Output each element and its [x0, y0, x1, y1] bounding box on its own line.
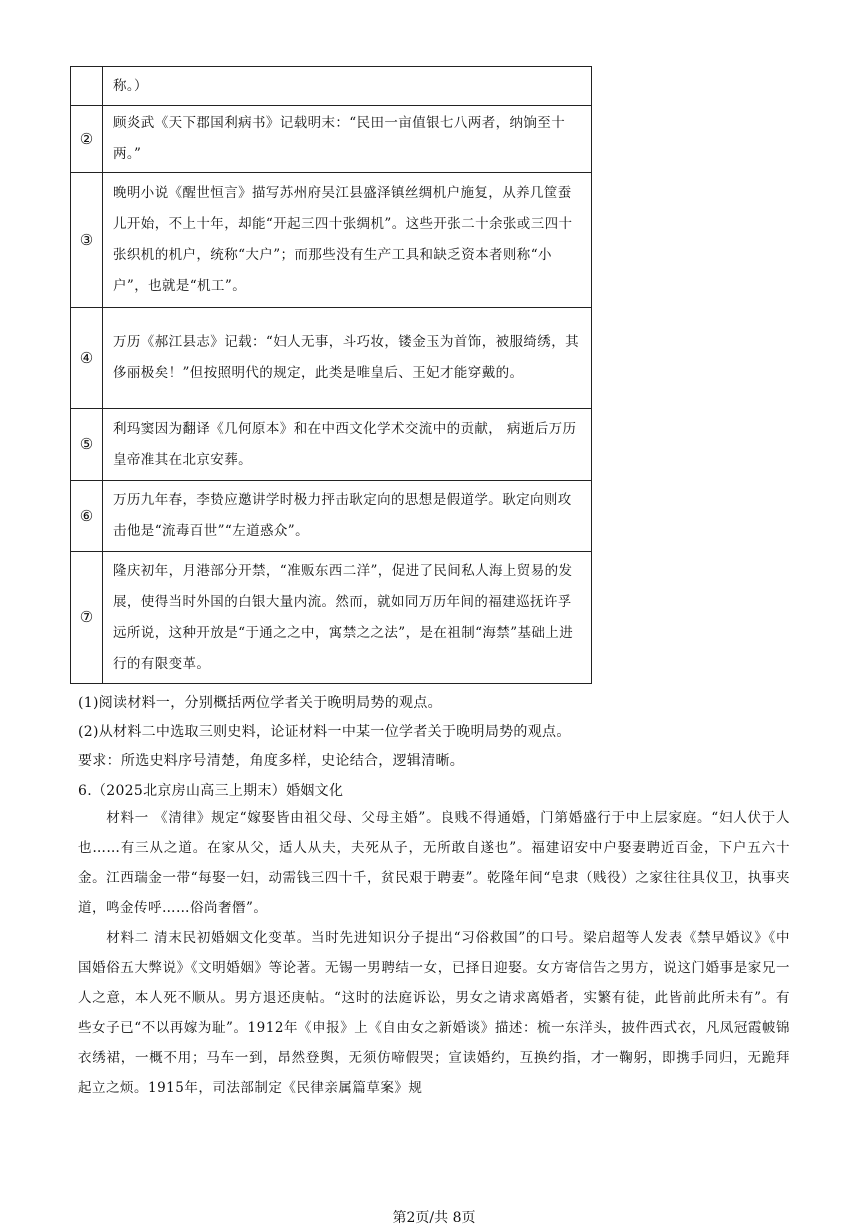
table-row [71, 308, 592, 409]
table-row [71, 106, 592, 173]
question-2: (2)从材料二中选取三则史料，论证材料一中某一位学者关于晚明局势的观点。 [78, 724, 571, 740]
materials-table [70, 66, 592, 684]
material-1-text: 材料一 《清律》规定“嫁娶皆由祖父母、父母主婚”。良贱不得通婚，门第婚盛行于中上层家庭。“妇人伏于人也……有三从之道。在家从父，适人从夫，夫死从子，无所敢自遂也”。福建诏安中户娶妻聘近百金，下户五六十金。江西瑞金一带“每娶一妇，动需钱三四十千，贫民艰于聘妻”。乾隆年间“皂隶（贱役）之家往往具仪卫，执事夹道，鸣金传呼……俗尚奢僭”。 [78, 810, 790, 916]
table-row [71, 481, 592, 552]
row-number: ⑦ [71, 552, 103, 684]
table-row [71, 552, 592, 684]
material-1-paragraph [78, 803, 790, 923]
row-text: 顾炎武《天下郡国利病书》记载明末：“民田一亩值银七八两者，纳饷至十两。” [103, 106, 592, 173]
row-number: ③ [71, 173, 103, 308]
table-row [71, 67, 592, 106]
row-text: 隆庆初年，月港部分开禁，“准贩东西二洋”，促进了民间私人海上贸易的发展，使得当时外国的白银大量内流。然而，就如同万历年间的福建巡抚许孚远所说，这种开放是“于通之之中，寓禁之之法”，是在祖制“海禁”基础上进行的有限变革。 [103, 552, 592, 684]
question-6-heading: 6.（2025北京房山高三上期末）婚姻文化 [78, 783, 344, 799]
row-text: 称。） [103, 67, 592, 106]
material-2-text: 材料二 清末民初婚姻文化变革。当时先进知识分子提出“习俗救国”的口号。梁启超等人发表《禁早婚议》《中国婚俗五大弊说》《文明婚姻》等论著。无锡一男聘结一女，已择日迎娶。女方寄信告之男方，说这门婚事是家兄一人之意，本人死不顺从。男方退还庚帖。“这时的法庭诉讼，男女之请求离婚者，实繁有徒，此皆前此所未有”。有些女子已“不以再嫁为耻”。1912年《申报》上《自由女之新婚谈》描述：梳一东洋头，披件西式衣，凡凤冠霞帔锦衣绣裙，一概不用；马车一到，昂然登舆，无须仿啼假哭；宣读婚约，互换约指，才一鞠躬，即携手同归，无跪拜起立之烦。1915年，司法部制定《民律亲属篇草案》规 [78, 930, 790, 1096]
row-number: ② [71, 106, 103, 173]
question-1: (1)阅读材料一，分别概括两位学者关于晚明局势的观点。 [78, 695, 442, 711]
row-text: 万历九年春，李贽应邀讲学时极力抨击耿定向的思想是假道学。耿定向则攻击他是“流毒百世”“左道惑众”。 [103, 481, 592, 552]
question-requirements: 要求：所选史料序号清楚，角度多样，史论结合，逻辑清晰。 [78, 753, 465, 769]
row-number: ⑥ [71, 481, 103, 552]
row-number: ⑤ [71, 409, 103, 481]
material-2-paragraph [78, 923, 790, 1103]
table-row [71, 173, 592, 308]
row-text: 万历《郝江县志》记载：“妇人无事，斗巧妆，镂金玉为首饰，被服绮绣，其侈丽极矣！”但按照明代的规定，此类是唯皇后、王妃才能穿戴的。 [103, 308, 592, 409]
row-number [71, 67, 103, 106]
row-text: 晚明小说《醒世恒言》描写苏州府吴江县盛泽镇丝绸机户施复，从养几筐蚕儿开始，不上十年，却能“开起三四十张绸机”。这些开张二十余张或三四十张织机的机户，统称“大户”；而那些没有生产工具和缺乏资本者则称“小户”，也就是“机工”。 [103, 173, 592, 308]
table-row [71, 409, 592, 481]
row-text: 利玛窦因为翻译《几何原本》和在中西文化学术交流中的贡献， 病逝后万历皇帝准其在北京安葬。 [103, 409, 592, 481]
row-number: ④ [71, 308, 103, 409]
page-footer: 第2页/共 8页 [392, 1210, 476, 1226]
